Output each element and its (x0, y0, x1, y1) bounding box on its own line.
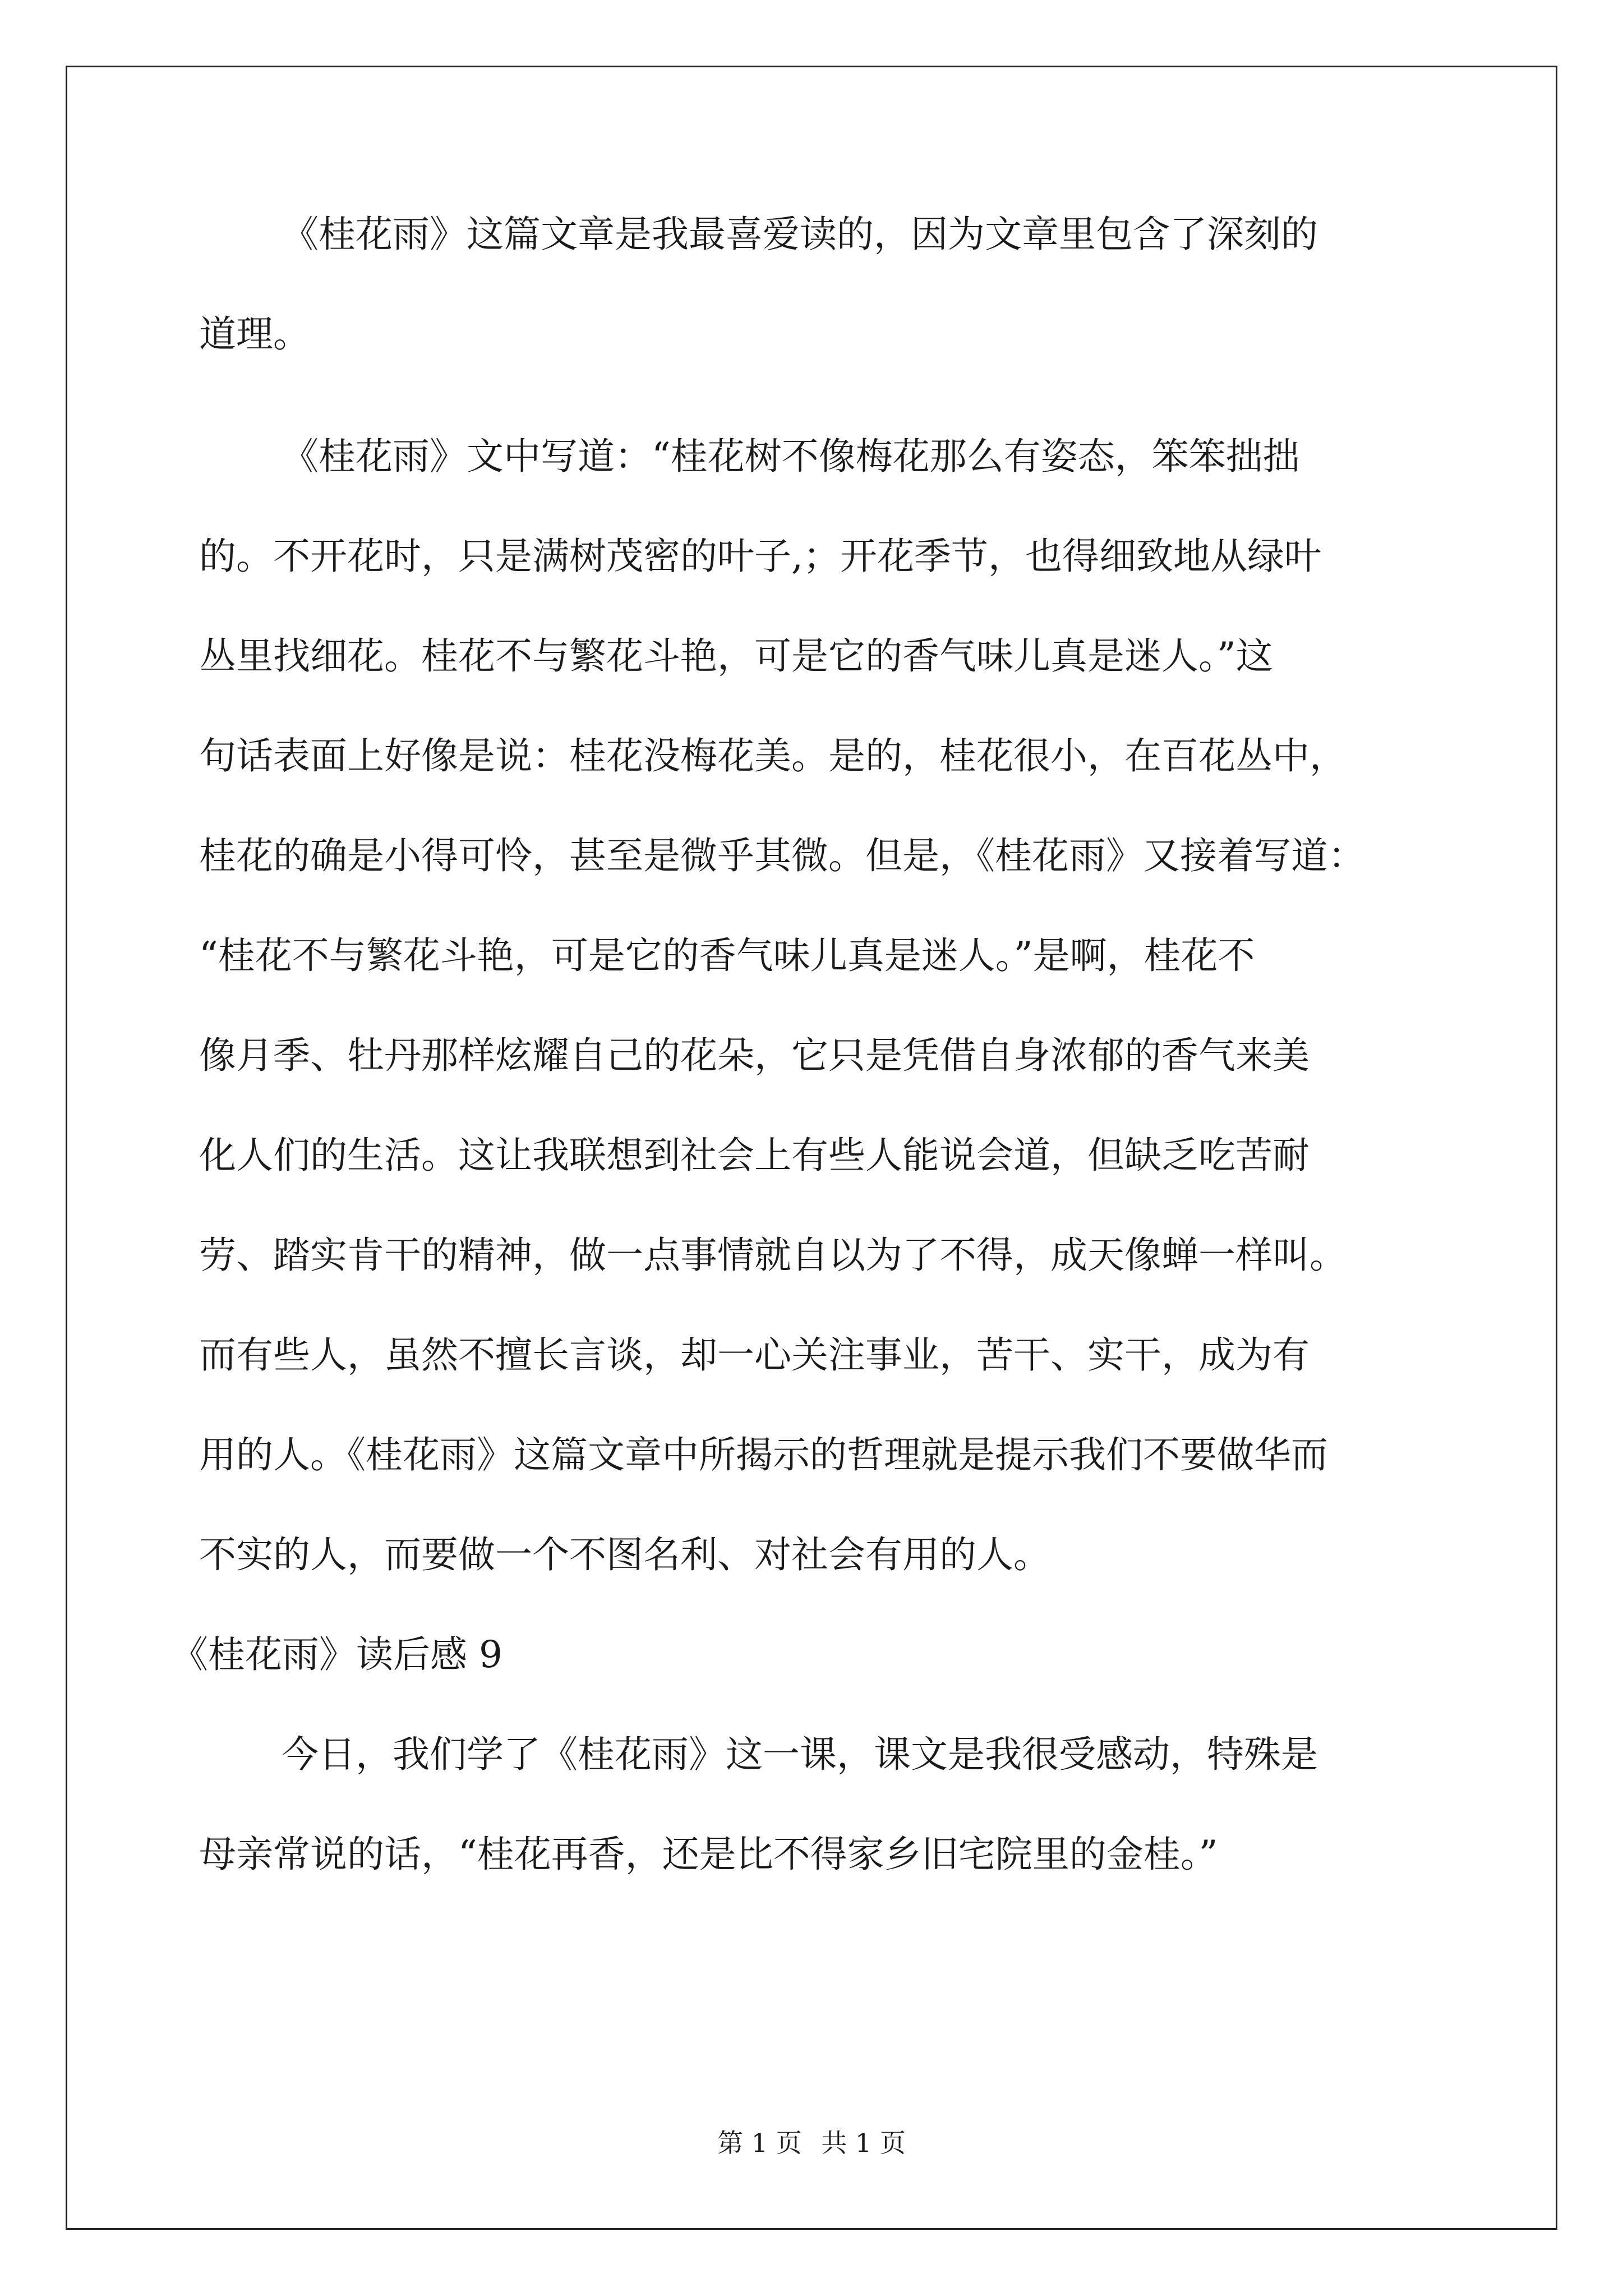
paragraph-line: 而有些人，虽然不擅长言谈，却一心关注事业，苦干、实干，成为有 (199, 1333, 1310, 1377)
paragraph-line: 不实的人，而要做一个不图名利、对社会有用的人。 (199, 1533, 1050, 1576)
paragraph-line: 《桂花雨》这篇文章是我最喜爱读的，因为文章里包含了深刻的 (282, 213, 1318, 256)
paragraph-line: 《桂花雨》文中写道：“桂花树不像梅花那么有姿态，笨笨拙拙 (282, 435, 1300, 478)
paragraph-line: 劳、踏实肯干的精神，做一点事情就自以为了不得，成天像蝉一样叫。 (199, 1234, 1347, 1277)
paragraph-line: 母亲常说的话，“桂花再香，还是比不得家乡旧宅院里的金桂。” (199, 1833, 1218, 1876)
paragraph-line: 句话表面上好像是说：桂花没梅花美。是的，桂花很小，在百花丛中， (199, 734, 1347, 777)
paragraph-line: 化人们的生活。这让我联想到社会上有些人能说会道，但缺乏吃苦耐 (199, 1134, 1310, 1177)
paragraph-line: 用的人。《桂花雨》这篇文章中所揭示的哲理就是提示我们不要做华而 (199, 1433, 1328, 1476)
paragraph-line: 桂花的确是小得可怜，甚至是微乎其微。但是，《桂花雨》又接着写道： (199, 834, 1365, 877)
paragraph-line: 今日，我们学了《桂花雨》这一课，课文是我很受感动，特殊是 (282, 1733, 1318, 1776)
paragraph-line: 丛里找细花。桂花不与繁花斗艳，可是它的香气味儿真是迷人。”这 (199, 634, 1273, 678)
paragraph-line: 道理。 (199, 312, 310, 356)
paragraph-line: 的。不开花时，只是满树茂密的叶子,；开花季节，也得细致地从绿叶 (199, 535, 1321, 578)
page-footer (0, 2126, 1623, 2160)
page-number: 第 1 页 (717, 2128, 802, 2158)
section-heading: 《桂花雨》读后感 9 (171, 1633, 502, 1676)
paragraph-line: 像月季、牡丹那样炫耀自己的花朵，它只是凭借自身浓郁的香气来美 (199, 1034, 1310, 1077)
paragraph-line: “桂花不与繁花斗艳，可是它的香气味儿真是迷人。”是啊，桂花不 (199, 934, 1255, 977)
page-total: 共 1 页 (821, 2128, 906, 2158)
